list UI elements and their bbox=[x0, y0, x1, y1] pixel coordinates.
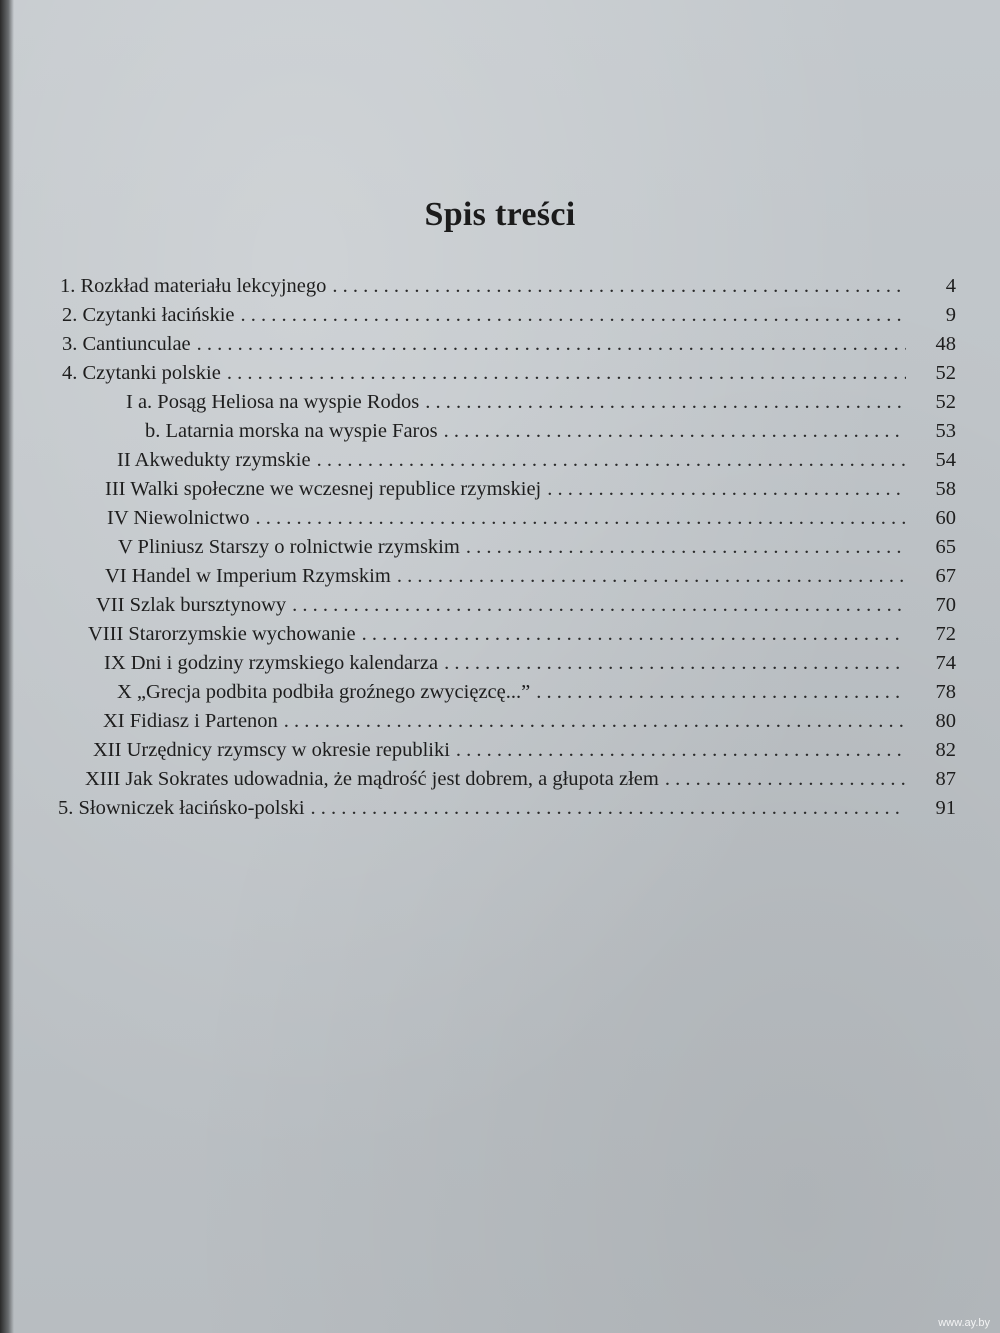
dot-leader bbox=[292, 594, 906, 617]
toc-entry-page: 70 bbox=[935, 594, 956, 616]
toc-entry bbox=[104, 652, 956, 681]
toc-entry-label: II Akwedukty rzymskie bbox=[117, 449, 311, 471]
toc-entry bbox=[62, 362, 956, 391]
toc-entry-label: VIII Starorzymskie wychowanie bbox=[88, 623, 356, 645]
dot-leader bbox=[256, 507, 906, 530]
toc-entry-label: VI Handel w Imperium Rzymskim bbox=[105, 565, 391, 587]
toc-entry-page: 58 bbox=[935, 478, 956, 500]
toc-entry bbox=[93, 739, 956, 768]
dot-leader bbox=[444, 652, 906, 675]
toc-entry-label: XIII Jak Sokrates udowadnia, że mądrość jest dobrem, a głupota złem bbox=[85, 768, 659, 790]
toc-entry-label: I a. Posąg Heliosa na wyspie Rodos bbox=[126, 391, 420, 413]
toc-entry bbox=[60, 275, 956, 304]
toc-entry-page: 82 bbox=[935, 739, 956, 761]
toc-entry-page: 65 bbox=[935, 536, 956, 558]
toc-entry-page: 52 bbox=[935, 391, 956, 413]
toc-entry bbox=[85, 768, 956, 797]
toc-entry-page: 91 bbox=[935, 797, 956, 819]
toc-entry bbox=[105, 565, 956, 594]
dot-leader bbox=[444, 420, 906, 443]
toc-entry-label: X „Grecja podbita podbiła groźnego zwycięzcę...” bbox=[117, 681, 531, 703]
toc-entry-page: 60 bbox=[935, 507, 956, 529]
toc-entry-page: 74 bbox=[935, 652, 956, 674]
toc-entry-page: 67 bbox=[935, 565, 956, 587]
toc-entry bbox=[103, 710, 956, 739]
toc-entry-label: XII Urzędnicy rzymscy w okresie republiki bbox=[93, 739, 450, 761]
toc-entry-page: 72 bbox=[935, 623, 956, 645]
dot-leader bbox=[397, 565, 906, 588]
dot-leader bbox=[536, 681, 906, 704]
dot-leader bbox=[197, 333, 906, 356]
dot-leader bbox=[456, 739, 906, 762]
toc-entry bbox=[118, 536, 956, 565]
toc-entry-label: IX Dni i godziny rzymskiego kalendarza bbox=[104, 652, 439, 674]
dot-leader bbox=[311, 797, 906, 820]
toc-entry bbox=[62, 304, 956, 333]
toc-entry bbox=[58, 797, 956, 826]
toc-entry bbox=[117, 681, 956, 710]
toc-entry-label: 3. Cantiunculae bbox=[62, 333, 191, 355]
toc-entry-label: b. Latarnia morska na wyspie Faros bbox=[145, 420, 438, 442]
toc-entry-label: V Pliniusz Starszy o rolnictwie rzymskim bbox=[118, 536, 460, 558]
toc-entry-label: 5. Słowniczek łacińsko-polski bbox=[58, 797, 305, 819]
toc-entry-label: IV Niewolnictwo bbox=[107, 507, 250, 529]
toc-entry-label: 2. Czytanki łacińskie bbox=[62, 304, 235, 326]
toc-entry-page: 54 bbox=[935, 449, 956, 471]
dot-leader bbox=[317, 449, 906, 472]
dot-leader bbox=[227, 362, 906, 385]
dot-leader bbox=[284, 710, 906, 733]
toc-entry-label: VII Szlak bursztynowy bbox=[96, 594, 287, 616]
toc-entry-label: 4. Czytanki polskie bbox=[62, 362, 221, 384]
toc-entry-label: XI Fidiasz i Partenon bbox=[103, 710, 278, 732]
toc-entry bbox=[105, 478, 956, 507]
toc-entry bbox=[62, 333, 956, 362]
dot-leader bbox=[241, 304, 907, 327]
toc-entry-page: 4 bbox=[945, 275, 956, 297]
toc-entry-page: 87 bbox=[935, 768, 956, 790]
toc-entry bbox=[96, 594, 956, 623]
toc-entry-page: 52 bbox=[935, 362, 956, 384]
toc-entry bbox=[88, 623, 956, 652]
watermark-text: www.ay.by bbox=[938, 1317, 990, 1329]
dot-leader bbox=[332, 275, 906, 298]
dot-leader bbox=[547, 478, 906, 501]
page-title: Spis treści bbox=[424, 196, 576, 233]
dot-leader bbox=[425, 391, 906, 414]
toc-entry bbox=[126, 391, 956, 420]
toc-entry bbox=[107, 507, 956, 536]
toc-entry-page: 48 bbox=[935, 333, 956, 355]
toc-entry-page: 53 bbox=[935, 420, 956, 442]
toc-entry bbox=[145, 420, 956, 449]
toc-entry-label: III Walki społeczne we wczesnej republice rzymskiej bbox=[105, 478, 542, 500]
dot-leader bbox=[665, 768, 906, 791]
dot-leader bbox=[362, 623, 906, 646]
toc-entry-page: 9 bbox=[945, 304, 956, 326]
dot-leader bbox=[466, 536, 906, 559]
toc-entry-page: 80 bbox=[935, 710, 956, 732]
toc-entry-label: 1. Rozkład materiału lekcyjnego bbox=[60, 275, 327, 297]
toc-entry bbox=[117, 449, 956, 478]
toc-entry-page: 78 bbox=[935, 681, 956, 703]
